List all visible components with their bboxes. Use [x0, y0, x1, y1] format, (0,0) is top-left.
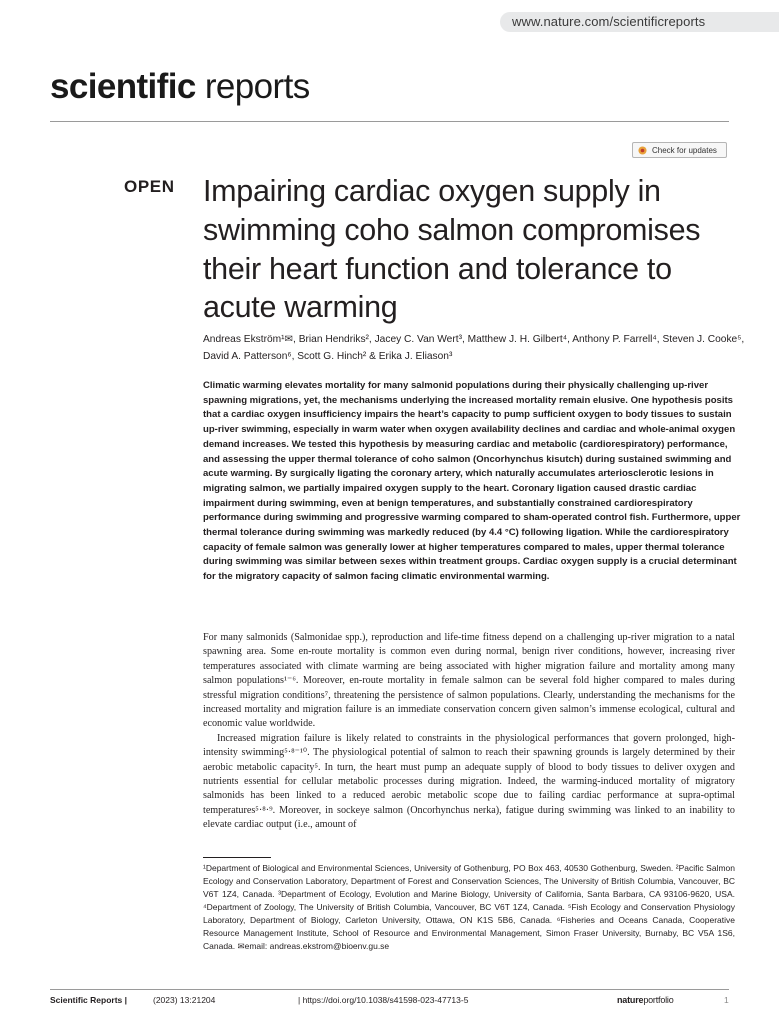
logo-light-text: reports [195, 67, 310, 106]
main-text [203, 631, 735, 833]
footer-volume: (2023) 13:21204 [153, 995, 216, 1005]
open-access-label: OPEN [124, 177, 175, 196]
check-for-updates-button[interactable] [632, 142, 727, 158]
journal-url[interactable]: www.nature.com/scientificreports [500, 12, 779, 32]
brand-light: portfolio [643, 995, 674, 1005]
footer-divider [50, 989, 729, 990]
check-for-updates-label: Check for updates [652, 146, 717, 155]
nature-portfolio-logo [617, 995, 674, 1005]
body-paragraph: For many salmonids (Salmonidae spp.), reproduction and life-time fitness depend on a challenging up-river migration to a natal spawning area. Some en-route mortality is common even during normal, benign river conditions, however, increasing river temperatures associated with climate warming are being associated with higher migration failure and mortality among many salmon populations¹⁻⁶. Moreover, en-route mortality in female salmon can be several fold higher compared to males during stressful migration conditions⁷, threatening the persistence of salmon populations. Clearly, understanding the mechanisms for the increased mortality and migration failure is an immediate conservation concern given salmon’s immense ecological, cultural and economic value worldwide. [203, 632, 735, 730]
update-check-icon [638, 146, 647, 155]
page-number: 1 [724, 995, 729, 1005]
abstract: Climatic warming elevates mortality for many salmonid populations during their physically challenging up-river spawning migrations, yet, the mechanisms underlying the increased mortality remain elusive. One hypothesis posits that a cardiac oxygen insufficiency impairs the heart’s capacity to pump sufficient oxygen to body tissues to sustain up-river swimming, especially in warm water when oxygen availability declines and cardiac and whole-animal oxygen demand increases. We tested this hypothesis by measuring cardiac and metabolic (cardiorespiratory) performance, and assessing the upper thermal tolerance of coho salmon (Oncorhynchus kisutch) during sustained swimming and acute warming. By surgically ligating the coronary artery, which naturally accumulates arteriosclerotic lesions in migrating salmon, we partially impaired oxygen supply to the heart. Coronary ligation caused drastic cardiac impairment during swimming, even at benign temperatures, and substantially constrained cardiorespiratory performance during swimming and progressive warming compared to sham-operated control fish. Furthermore, upper thermal tolerance during swimming was markedly reduced (by 4.4 °C) following ligation. While the cardiorespiratory capacity of female salmon was generally lower at higher temperatures compared to males, upper thermal tolerance during swimming was similar between sexes within treatment groups. Cardiac oxygen supply is a crucial determinant for the migratory capacity of salmon facing climatic environmental warming. [203, 380, 741, 583]
affiliations-footnote: ¹Department of Biological and Environmental Sciences, University of Gothenburg, PO Box 463, 40530 Gothenburg, Sweden. ²Pacific Salmon Ecology and Conservation Laboratory, Department of Forest and Conservation Sciences, The University of British Columbia, Vancouver, BC V6T 1Z4, Canada. ³Department of Ecology, Evolution and Marine Biology, University of California, Santa Barbara, CA 93106-9620, USA. ⁴Department of Zoology, The University of British Columbia, Vancouver, BC V6T 1Z4, Canada. ⁵Fish Ecology and Conservation Physiology Laboratory, Department of Biology, Carleton University, Ottawa, ON K1S 5B6, Canada. ⁶Fisheries and Oceans Canada, Cooperative Resource Management Institute, School of Resource and Environmental Management, Simon Fraser University, Burnaby, BC V5A 1S6, Canada. ✉email: andreas.ekstrom@bioenv.gu.se [203, 863, 735, 951]
footer-journal: Scientific Reports | [50, 995, 128, 1005]
article-title: Impairing cardiac oxygen supply in swimming coho salmon compromises their heart function and tolerance to acute warming [203, 174, 701, 325]
footnote-divider [203, 857, 271, 858]
header-divider [50, 121, 729, 122]
logo-bold-text: scientific [50, 67, 196, 106]
footer-doi-link[interactable]: | https://doi.org/10.1038/s41598-023-47713-5 [298, 995, 469, 1005]
body-paragraph: Increased migration failure is likely related to constraints in the physiological performances that govern prolonged, high-intensity swimming⁵·⁸⁻¹⁰. The physiological potential of salmon to reach their spawning grounds is largely determined by their aerobic metabolic capacity⁵. In turn, the heart must pump an adequate supply of blood to body tissues to deliver oxygen and nutrients essential for cellular metabolic processes during migration. Indeed, the warming-induced mortality of migratory salmonids has been linked to a reduced aerobic metabolic scope due to failing cardiac performance at supra-optimal temperatures⁵·⁸·⁹. Moreover, in sockeye salmon (Oncorhynchus nerka), fatigue during swimming was linked to an inability to elevate cardiac output (i.e., amount of [203, 732, 735, 831]
author-list: Andreas Ekström¹✉, Brian Hendriks², Jacey C. Van Wert³, Matthew J. H. Gilbert⁴, Anthony P. Farrell⁴, Steven J. Cooke⁵, David A. Patterson⁶, Scott G. Hinch² & Erika J. Eliason³ [203, 334, 745, 362]
journal-logo [50, 67, 310, 107]
brand-bold: nature [617, 995, 644, 1005]
